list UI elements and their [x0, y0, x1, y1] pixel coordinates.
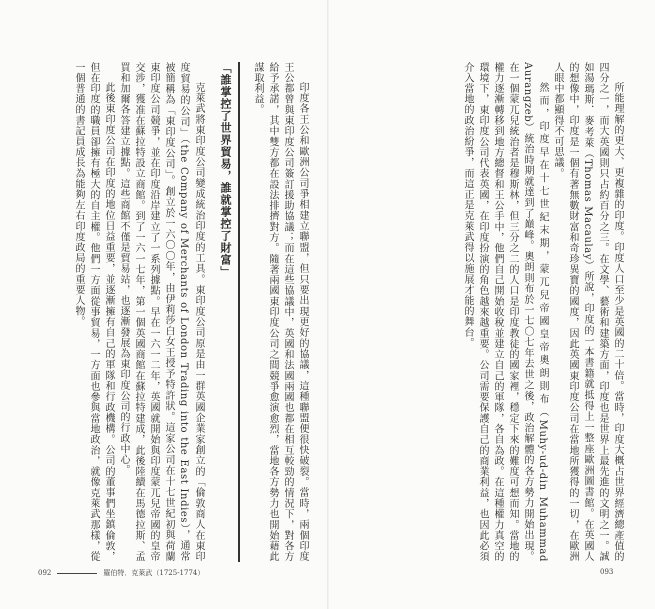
left-page-footer	[38, 568, 204, 578]
left-page-text	[30, 62, 310, 562]
right-page-footer	[600, 568, 613, 576]
running-head: 羅伯特．克萊武（1725-1774）	[103, 569, 205, 577]
paragraph: 然而，印度早在十七世紀末期，蒙兀兒帝國皇帝奧朗則布（Muhy-ud-din Muhammad Aurangzeb）統治時期就達到了巔峰。奧朗則布於一七〇七年去世之後，政治解體的各方勢力開始出現。在一個蒙兀兒統治者是穆斯林，但三分之二的人口是印度教徒的國家裡，穩定下來的難度可想而知。當地的權力逐漸轉移到地方總督和王公手中，他們自己開始收稅並建立自己的軍隊，各自為政。在這種權力真空的環境下，東印度公司代表英國，在印度扮演的角色越來越重要。公司需要保護自己的商業利益，也因此必須介入當地的政治紛爭，而這正是克萊武得以施展才能的舞台。	[462, 62, 548, 562]
paragraph: 此後東印度公司在印度的地位日益重要，並逐漸擁有自己的軍隊和行政機構。公司的董事們坐鎮倫敦，但在印度的職員卻擁有極大的自主權。他們一方面從事貿易，一方面也參與當地政治，就像克萊武那樣，從一個普通的書記員成長為能夠左右印度政局的重要人物。	[73, 62, 114, 562]
paragraph: 克萊武將東印度公司變成統治印度的工具。東印度公司原是由一群英國企業家創立的「倫敦商人在東印度貿易的公司」（the Company of Merchants of London Trading into the East Indies），通常被簡稱為「東印度公司」。創立於一六〇〇年，由伊莉莎白女王授予特許狀。這家公司在十七世紀初與荷蘭東印度公司競爭，並在印度沿岸建立了一系列據點。早在一六一二年，英國就開始與印度蒙兀兒帝國的皇帝交涉，獲准在蘇拉特設立商館。到了一六一七年，第一個英國商館在蘇拉特建成，此後陸續在馬德拉斯、孟買和加爾各答建立據點。這些商館不僅是貿易站，也逐漸發展為東印度公司的行政中心。	[118, 62, 204, 562]
page-number: 092	[38, 569, 52, 577]
right-page-text	[345, 62, 625, 562]
book-gutter	[327, 0, 329, 609]
section-heading: 「誰掌控了世界貿易，誰就掌控了財富」	[216, 62, 240, 562]
page-number: 093	[600, 568, 614, 576]
footer-rule	[57, 573, 97, 574]
paragraph: 所能理解的更大、更複雜的印度。印度人口至少是英國的二十倍。當時，印度大概占世界經濟總產值的四分之一，而大英國則只占約百分之三。在文學、藝術和建築方面，印度也是世界上最先進的文明之一。誠如湯瑪斯．麥考萊（Thomas Macaulay）所說，印度的一本書籍就抵得上一整座歐洲圖書館。在英國人的想像中，印度是一個有著無數財富和奇珍異寶的國度，因此英國東印度公司在當地所獲得的一切，在歐洲人眼中都顯得不可思議。	[552, 62, 623, 562]
paragraph: 印度各王公和歐洲公司爭相建立聯盟，但只要出現更好的協議，這種聯盟便很快破裂。當時，兩個印度王公都曾與東印度公司簽訂援助協議；而在這些協議中，英國和法國兩國也都在相互較勁的情況下，對各方給予承諾，其中雙方都在設法排擠對方。隨著兩國東印度公司之間競爭愈演愈烈，當地各方勢力也開始藉此謀取利益。	[252, 62, 308, 562]
